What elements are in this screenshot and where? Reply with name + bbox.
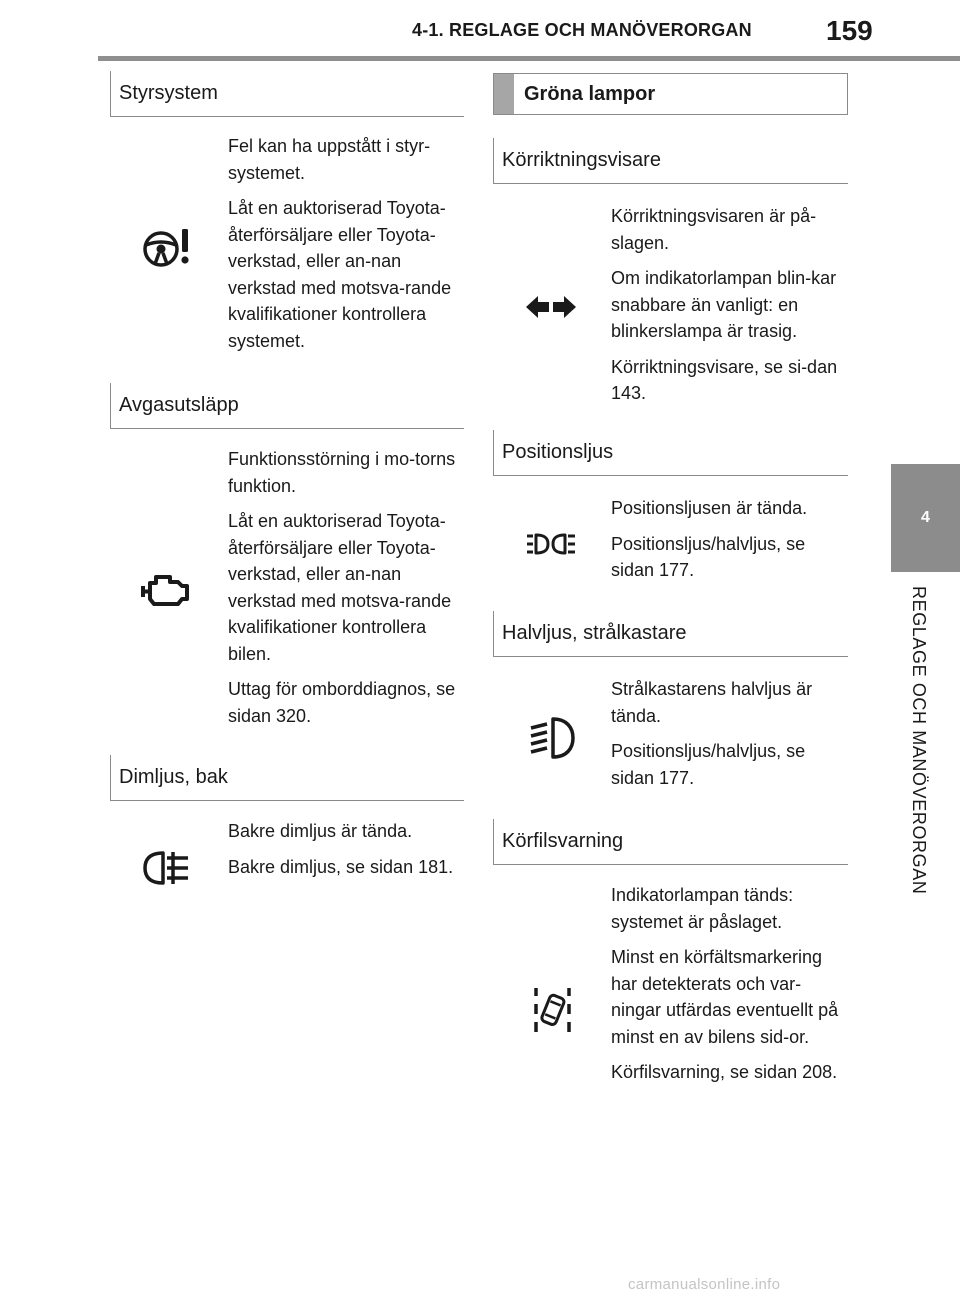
korriktningsvisare-description xyxy=(611,203,847,416)
turn-signal-icon xyxy=(524,293,578,326)
low-beam-icon xyxy=(527,716,577,767)
paragraph: Körfilsvarning, se sidan 208. xyxy=(611,1062,838,1082)
section-header-korfilsvarning xyxy=(493,819,848,865)
heading-bar xyxy=(494,74,514,114)
paragraph: Körriktningsvisaren är på-slagen. xyxy=(611,206,817,253)
section-header-avgasutslapp xyxy=(110,383,464,429)
paragraph: Positionsljus/halvljus, se sidan 177. xyxy=(611,533,806,580)
section-title: Körriktningsvisare xyxy=(502,149,661,171)
dimljus-bak-description xyxy=(228,818,464,889)
section-header-halvljus xyxy=(493,611,848,657)
styrsystem-description xyxy=(228,133,464,363)
section-header-dimljus-bak xyxy=(110,755,464,801)
paragraph: Funktionsstörning i mo-torns funktion. xyxy=(228,449,456,496)
section-title: Körfilsvarning xyxy=(502,830,624,852)
section-header-positionsljus xyxy=(493,430,848,476)
paragraph: Fel kan ha uppstått i styr-systemet. xyxy=(228,136,431,183)
section-header-grona-lampor xyxy=(493,73,848,115)
lane-departure-icon xyxy=(533,986,573,1039)
paragraph: Uttag för omborddiagnos, se sidan 320. xyxy=(228,679,456,726)
section-title: Halvljus, strålkastare xyxy=(502,622,687,644)
paragraph: Om indikatorlampan blin-kar snabbare än vanligt: en blinkerslampa är trasig. xyxy=(611,268,837,341)
section-title: Dimljus, bak xyxy=(119,766,228,788)
paragraph: Minst en körfältsmarkering har detekterats och var-ningar utfärdas eventuellt på minst en av bilens sid-or. xyxy=(611,947,839,1047)
page-number: 159 xyxy=(826,15,873,46)
rear-fog-light-icon xyxy=(141,848,193,893)
engine-check-icon xyxy=(141,572,191,615)
positionsljus-description xyxy=(611,495,847,593)
section-title: Gröna lampor xyxy=(524,82,656,105)
paragraph: Körriktningsvisare, se si-dan 143. xyxy=(611,356,838,403)
position-lights-icon xyxy=(526,531,576,562)
section-title: Avgasutsläpp xyxy=(119,394,239,416)
section-header-styrsystem xyxy=(110,71,464,117)
paragraph: Bakre dimljus, se sidan 181. xyxy=(228,856,454,877)
chapter-number: 4 xyxy=(921,509,930,526)
steering-warning-icon xyxy=(141,224,195,277)
paragraph: Strålkastarens halvljus är tända. xyxy=(611,679,813,726)
chapter-label: REGLAGE OCH MANÖVERORGAN xyxy=(909,586,929,895)
header-rule xyxy=(98,56,960,61)
paragraph: Låt en auktoriserad Toyota-återförsäljare eller Toyota-verkstad, eller an-nan verkstad med motsva-rande kvalifikationer kontrollera systemet. xyxy=(228,198,452,351)
section-title: Styrsystem xyxy=(119,82,218,104)
section-title: Positionsljus xyxy=(502,441,614,463)
header-title: 4-1. REGLAGE OCH MANÖVERORGAN xyxy=(412,20,752,40)
paragraph: Positionsljusen är tända. xyxy=(611,498,808,518)
paragraph: Låt en auktoriserad Toyota-återförsäljare eller Toyota-verkstad, eller an-nan verkstad med motsva-rande kvalifikationer kontrollera bilen. xyxy=(228,511,452,664)
paragraph: Bakre dimljus är tända. xyxy=(228,821,413,841)
footer-watermark: carmanualsonline.info xyxy=(628,1276,781,1293)
chapter-tab xyxy=(891,464,960,572)
section-header-korriktningsvisare xyxy=(493,138,848,184)
halvljus-description xyxy=(611,676,847,800)
paragraph: Indikatorlampan tänds: systemet är påslaget. xyxy=(611,885,794,932)
korfilsvarning-description xyxy=(611,882,847,1095)
paragraph: Positionsljus/halvljus, se sidan 177. xyxy=(611,741,806,788)
avgasutslapp-description xyxy=(228,446,464,738)
